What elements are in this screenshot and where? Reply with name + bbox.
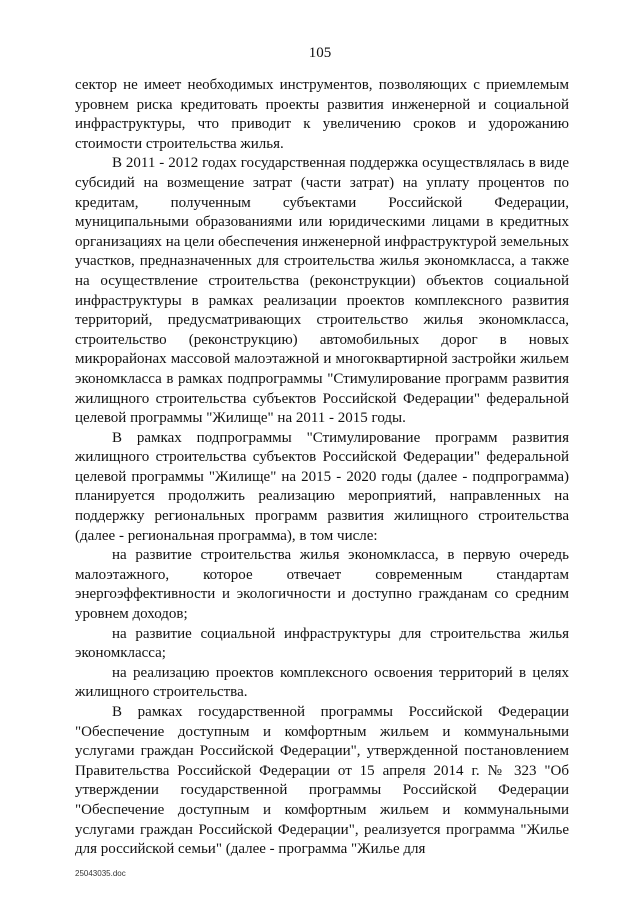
paragraph: сектор не имеет необходимых инструментов, позволяющих с приемлемым уровнем риска кредитовать проекты развития инженерной и социальной инфраструктуры, что приводит к увеличению сроков и удорожанию стоимости строительства жилья. [75,77,569,152]
paragraph: на реализацию проектов комплексного освоения территорий в целях жилищного строительства. [75,664,569,701]
document-body [75,76,569,860]
paragraph: на развитие социальной инфраструктуры для строительства жилья экономкласса; [75,625,569,662]
page-number: 105 [308,45,332,61]
paragraph: В 2011 - 2012 годах государственная поддержка осуществлялась в виде субсидий на возмещение затрат (части затрат) на уплату процентов по кредитам, полученным субъектами Российской Федерации, муниципальными образованиями или юридическими лицами в кредитных организациях на цели обеспечения инженерной инфраструктурой земельных участков, предназначенных для строительства жилья экономкласса, а также на осуществление строительства (реконструкции) объектов социальной инфраструктуры в рамках реализации проектов комплексного развития территорий, предусматривающих строительство жилья экономкласса, строительство (реконструкцию) автомобильных дорог в новых микрорайонах массовой малоэтажной и многоквартирной застройки жильем экономкласса в рамках подпрограммы "Стимулирование программ развития жилищного строительства субъектов Российской Федерации" федеральной целевой программы "Жилище" на 2011 - 2015 годы. [75,155,569,427]
paragraph: В рамках подпрограммы "Стимулирование программ развития жилищного строительства субъектов Российской Федерации" федеральной целевой программы "Жилище" на 2015 - 2020 годы (далее - подпрограмма) планируется продолжить реализацию мероприятий, направленных на поддержку региональных программ развития жилищного строительства (далее - региональная программа), в том числе: [75,429,569,544]
paragraph: на развитие строительства жилья экономкласса, в первую очередь малоэтажного, которое отвечает современным стандартам энергоэффективности и экологичности и доступно гражданам со средним уровнем доходов; [75,547,569,623]
paragraph: В рамках государственной программы Российской Федерации "Обеспечение доступным и комфортным жильем и коммунальными услугами граждан Российской Федерации", утвержденной постановлением Правительства Российской Федерации от 15 апреля 2014 г. № 323 "Об утверждении государственной программы Российской Федерации "Обеспечение доступным и комфортным жильем и коммунальными услугами граждан Российской Федерации", реализуется программа "Жилье для российской семьи" (далее - программа "Жилье для [75,704,569,858]
footer-filename: 25043035.doc [75,869,126,878]
